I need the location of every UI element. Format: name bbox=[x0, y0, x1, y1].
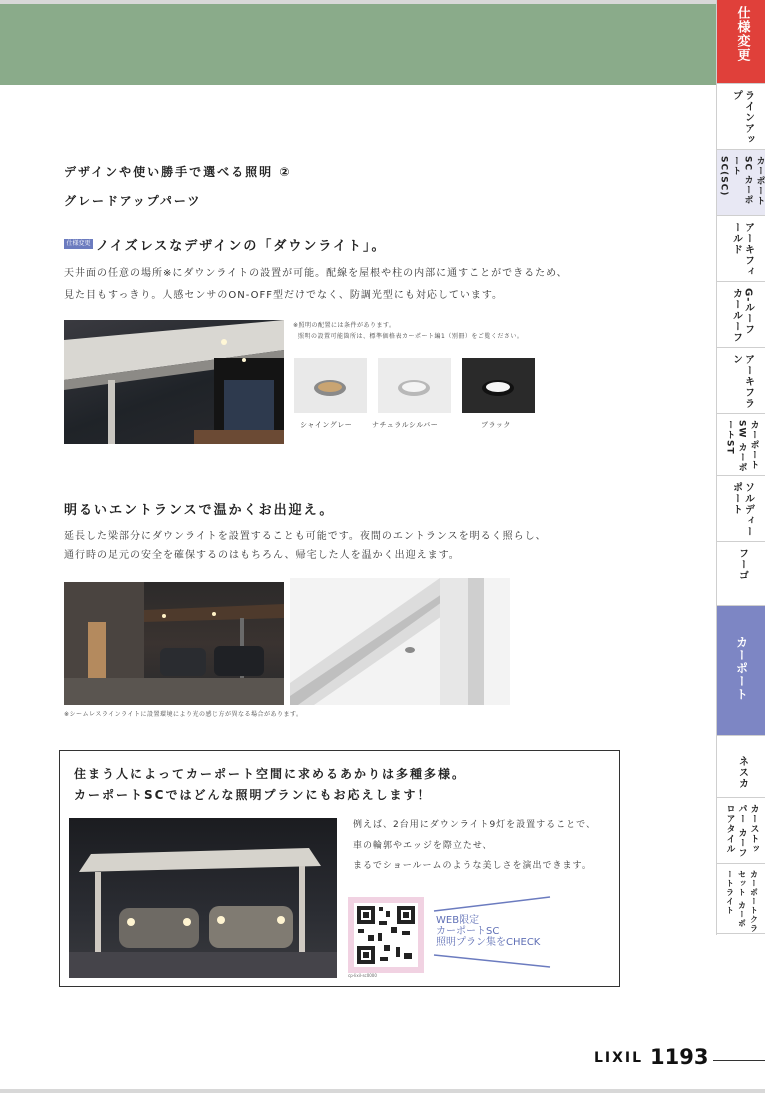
light-natural-silver bbox=[378, 358, 451, 413]
tab-carport-light[interactable]: カーポートクラセット カーポートライト bbox=[717, 864, 765, 934]
tab-archiplan[interactable]: アーキフラン bbox=[717, 348, 765, 414]
entrance-text-2: 通行時の足元の安全を確保するのはもちろん、帰宅した人を温かく出迎えます。 bbox=[64, 550, 460, 561]
box-text-3: まるでショールームのような美しさを演出できます。 bbox=[353, 861, 592, 871]
entrance-note: ※シームレスラインライトに設置環境により光の感じ方が異なる場合があります。 bbox=[64, 711, 303, 718]
downlight-heading: ノイズレスなデザインの「ダウンライト」。 bbox=[96, 239, 387, 254]
tab-carroof[interactable]: G-ルーフ カールーフ bbox=[717, 282, 765, 348]
tab-soldi-port[interactable]: ソルディーポート bbox=[717, 476, 765, 542]
box-text-1: 例えば、2台用にダウンライト9灯を設置することで、 bbox=[353, 820, 597, 830]
beam-downlight-photo bbox=[290, 578, 510, 705]
lixil-logo: LIXIL bbox=[594, 1050, 644, 1066]
tab-lineup[interactable]: ラインアップ bbox=[717, 84, 765, 150]
light-shine-gray bbox=[294, 358, 367, 413]
light-black bbox=[462, 358, 535, 413]
web-lighting-plan-link[interactable] bbox=[436, 915, 540, 948]
section-subtitle: グレードアップパーツ bbox=[64, 194, 202, 208]
bottom-edge-line bbox=[0, 1089, 765, 1093]
box-title-2: カーポートSCではどんな照明プランにもお応えします！ bbox=[74, 788, 432, 802]
page-number: 1193 bbox=[650, 1045, 709, 1069]
tab-nesca[interactable]: ネスカ bbox=[717, 736, 765, 798]
tab-car-stopper[interactable]: カーストッパー カーフロアタイル bbox=[717, 798, 765, 864]
entrance-text-1: 延長した梁部分にダウンライトを設置することも可能です。夜間のエントランスを明るく照らし、 bbox=[64, 531, 547, 542]
downlight-note-1: ※照明の配置には条件があります。 bbox=[293, 322, 396, 329]
entrance-heading: 明るいエントランスで温かくお出迎え。 bbox=[64, 503, 335, 518]
light-caption-1: シャイングレー bbox=[300, 421, 353, 429]
tab-archifield[interactable]: アーキフィールド bbox=[717, 216, 765, 282]
tab-carport-sw[interactable]: カーポートSW カーポートST bbox=[717, 414, 765, 476]
spec-change-badge: 仕様変更 bbox=[64, 239, 93, 249]
qr-caption: cp-lixil-sc0000 bbox=[348, 973, 377, 978]
tab-carport-sc[interactable]: カーポートSC カーポートSC(SC) bbox=[717, 150, 765, 216]
entrance-photo bbox=[64, 582, 284, 705]
downlight-text-1: 天井面の任意の場所※にダウンライトの設置が可能。配線を屋根や柱の内部に通すことができるため、 bbox=[64, 268, 568, 279]
light-caption-2: ナチュラルシルバー bbox=[372, 421, 439, 429]
qr-code[interactable] bbox=[348, 897, 424, 973]
box-text-2: 車の輪郭やエッジを際立たせ、 bbox=[353, 841, 493, 851]
web-text-3: 照明プラン集をCHECK bbox=[436, 937, 541, 948]
downlight-note-2: 照明の設置可能箇所は、標準価格表カーポート編1（別冊）をご覧ください。 bbox=[298, 333, 524, 340]
tab-fugo[interactable]: フーゴ bbox=[717, 542, 765, 606]
downlight-text-2: 見た目もすっきり。人感センサのON-OFF型だけでなく、防調光型にも対応しています。 bbox=[64, 290, 504, 301]
downlight-photo bbox=[64, 320, 284, 444]
header-band bbox=[0, 4, 716, 85]
side-index bbox=[716, 0, 765, 935]
web-text-1: WEB限定 bbox=[436, 915, 480, 926]
light-caption-3: ブラック bbox=[481, 421, 511, 429]
tab-carport[interactable]: カーポート bbox=[717, 606, 765, 736]
web-text-2: カーポートSC bbox=[436, 926, 500, 937]
showroom-carport-photo bbox=[69, 818, 337, 978]
tab-spec-change[interactable]: 仕様変更 bbox=[717, 0, 765, 84]
box-title-1: 住まう人によってカーポート空間に求めるあかりは多種多様。 bbox=[74, 767, 467, 781]
section-title: デザインや使い勝手で選べる照明 ② bbox=[64, 165, 292, 179]
footer-rule bbox=[713, 1060, 765, 1061]
